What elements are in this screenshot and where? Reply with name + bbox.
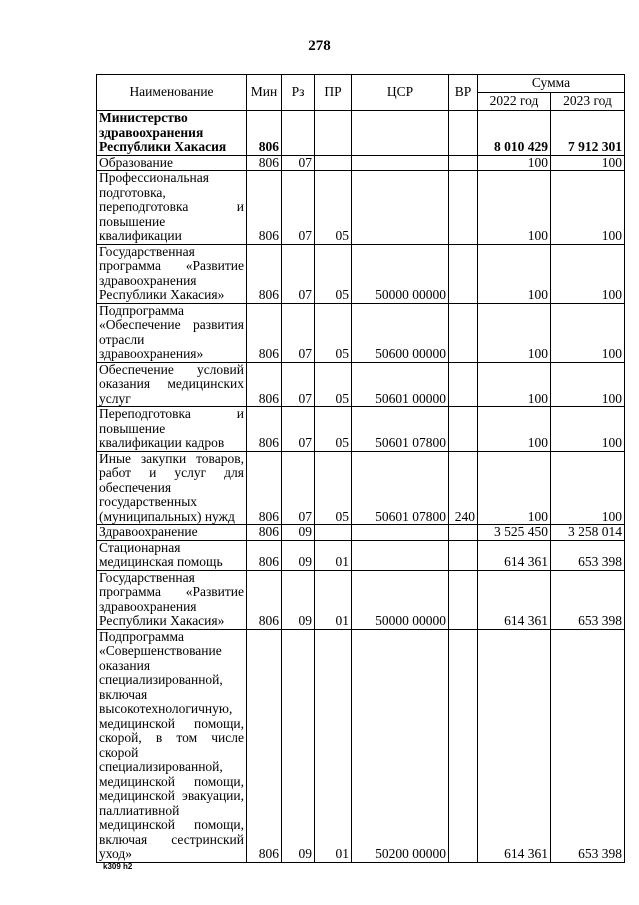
header-pr: ПР (315, 75, 352, 111)
row-pr: 01 (315, 570, 352, 629)
row-rz: 09 (282, 570, 315, 629)
row-csr: 50000 00000 (352, 570, 449, 629)
row-min: 806 (247, 155, 282, 171)
row-vr (449, 525, 478, 541)
row-sum-2022: 100 (478, 303, 551, 362)
table-body (97, 111, 625, 863)
row-min: 806 (247, 303, 282, 362)
table-row (97, 540, 625, 570)
table-row (97, 525, 625, 541)
row-pr: 05 (315, 362, 352, 407)
row-sum-2023: 100 (551, 244, 625, 303)
row-csr (352, 111, 449, 156)
row-name: Министерство здравоохранения Республики Хакасия (97, 111, 247, 156)
header-name: Наименование (97, 75, 247, 111)
row-pr (315, 155, 352, 171)
row-name: Подпрограмма «Совершенствование оказания специализированной, включая высокотехнологичную, медицинской помощи, скорой, в том числе скорой специализированной, медицинской помощи, медицинской эвакуации, паллиативной медицинской помощи, включая сестринский уход» (97, 629, 247, 862)
row-sum-2022: 100 (478, 362, 551, 407)
row-csr: 50601 07800 (352, 407, 449, 452)
row-rz: 07 (282, 171, 315, 245)
row-sum-2022: 100 (478, 244, 551, 303)
row-pr: 05 (315, 303, 352, 362)
page-number: 278 (308, 38, 331, 54)
row-sum-2023: 653 398 (551, 629, 625, 862)
row-vr (449, 362, 478, 407)
row-min: 806 (247, 540, 282, 570)
table-row (97, 451, 625, 525)
row-csr: 50601 07800 (352, 451, 449, 525)
row-csr (352, 525, 449, 541)
row-min: 806 (247, 362, 282, 407)
header-min: Мин (247, 75, 282, 111)
table-row (97, 629, 625, 862)
row-sum-2022: 8 010 429 (478, 111, 551, 156)
row-min: 806 (247, 407, 282, 452)
row-sum-2022: 100 (478, 155, 551, 171)
row-vr (449, 244, 478, 303)
row-rz: 07 (282, 407, 315, 452)
row-rz: 07 (282, 244, 315, 303)
row-sum-2023: 653 398 (551, 570, 625, 629)
row-min: 806 (247, 629, 282, 862)
row-sum-2023: 100 (551, 171, 625, 245)
header-csr: ЦСР (352, 75, 449, 111)
budget-table (96, 74, 625, 863)
row-sum-2022: 100 (478, 171, 551, 245)
row-name: Государственная программа «Развитие здравоохранения Республики Хакасия» (97, 244, 247, 303)
row-sum-2022: 100 (478, 407, 551, 452)
row-sum-2023: 100 (551, 303, 625, 362)
row-name: Подпрограмма «Обеспечение развития отрасли здравоохранения» (97, 303, 247, 362)
row-rz: 09 (282, 629, 315, 862)
row-name: Государственная программа «Развитие здравоохранения Республики Хакасия» (97, 570, 247, 629)
row-pr: 05 (315, 244, 352, 303)
row-sum-2023: 100 (551, 155, 625, 171)
row-pr: 01 (315, 629, 352, 862)
header-rz: Рз (282, 75, 315, 111)
row-name: Профессиональная подготовка, переподготовка и повышение квалификации (97, 171, 247, 245)
row-csr: 50000 00000 (352, 244, 449, 303)
row-pr (315, 525, 352, 541)
row-name: Образование (97, 155, 247, 171)
row-vr (449, 111, 478, 156)
table-row (97, 407, 625, 452)
row-csr (352, 155, 449, 171)
row-rz: 07 (282, 451, 315, 525)
row-vr (449, 303, 478, 362)
row-rz: 09 (282, 525, 315, 541)
row-csr: 50600 00000 (352, 303, 449, 362)
row-pr: 05 (315, 407, 352, 452)
table-row (97, 303, 625, 362)
table-row (97, 244, 625, 303)
row-sum-2022: 100 (478, 451, 551, 525)
row-sum-2023: 3 258 014 (551, 525, 625, 541)
row-name: Переподготовка и повышение квалификации кадров (97, 407, 247, 452)
row-min: 806 (247, 570, 282, 629)
row-vr (449, 540, 478, 570)
table-row (97, 362, 625, 407)
row-rz: 07 (282, 155, 315, 171)
row-min: 806 (247, 451, 282, 525)
row-min: 806 (247, 525, 282, 541)
header-vr: ВР (449, 75, 478, 111)
row-sum-2023: 100 (551, 407, 625, 452)
row-sum-2022: 3 525 450 (478, 525, 551, 541)
row-vr (449, 155, 478, 171)
row-pr (315, 111, 352, 156)
row-min: 806 (247, 171, 282, 245)
row-pr: 05 (315, 451, 352, 525)
row-rz: 07 (282, 362, 315, 407)
row-rz: 09 (282, 540, 315, 570)
row-sum-2022: 614 361 (478, 629, 551, 862)
row-min: 806 (247, 244, 282, 303)
row-sum-2022: 614 361 (478, 540, 551, 570)
table-row (97, 111, 625, 156)
table-row (97, 155, 625, 171)
row-name: Здравоохранение (97, 525, 247, 541)
row-csr: 50601 00000 (352, 362, 449, 407)
row-vr: 240 (449, 451, 478, 525)
row-vr (449, 629, 478, 862)
row-sum-2023: 100 (551, 362, 625, 407)
footer-code: k309 h2 (103, 862, 133, 871)
header-year-2023: 2023 год (551, 93, 625, 111)
row-pr: 05 (315, 171, 352, 245)
table-row (97, 171, 625, 245)
header-year-2022: 2022 год (478, 93, 551, 111)
row-pr: 01 (315, 540, 352, 570)
row-sum-2023: 653 398 (551, 540, 625, 570)
row-rz (282, 111, 315, 156)
row-sum-2023: 7 912 301 (551, 111, 625, 156)
row-vr (449, 407, 478, 452)
row-sum-2022: 614 361 (478, 570, 551, 629)
table-row (97, 570, 625, 629)
row-sum-2023: 100 (551, 451, 625, 525)
row-vr (449, 570, 478, 629)
row-csr (352, 540, 449, 570)
row-name: Иные закупки товаров, работ и услуг для обеспечения государственных (муниципальных) нужд (97, 451, 247, 525)
row-vr (449, 171, 478, 245)
row-min: 806 (247, 111, 282, 156)
header-sum: Сумма (478, 75, 625, 93)
row-rz: 07 (282, 303, 315, 362)
row-csr: 50200 00000 (352, 629, 449, 862)
row-name: Обеспечение условий оказания медицинских услуг (97, 362, 247, 407)
row-csr (352, 171, 449, 245)
row-name: Стационарная медицинская помощь (97, 540, 247, 570)
